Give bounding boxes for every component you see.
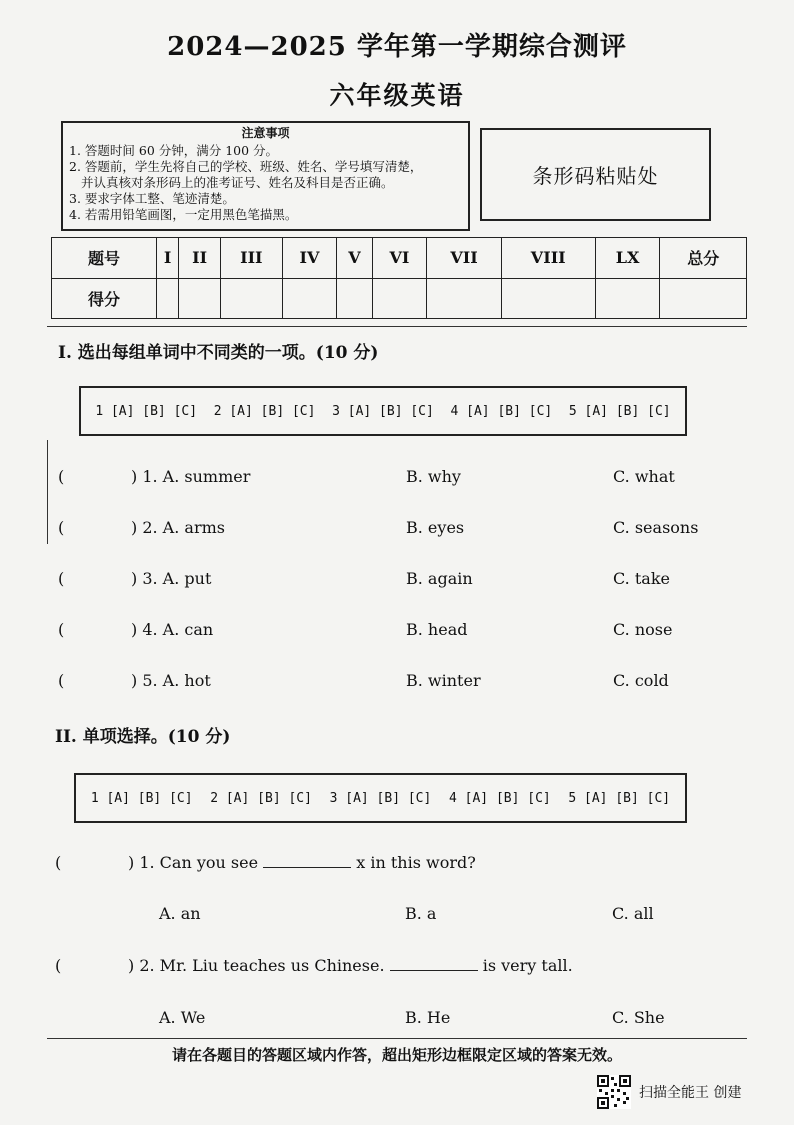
option-c: C. take (613, 569, 670, 588)
fill-blank[interactable] (390, 956, 478, 971)
question-row (58, 467, 718, 489)
section-1-title: I. 选出每组单词中不同类的一项。(10 分) (58, 343, 379, 363)
question-row (58, 671, 718, 693)
score-cell[interactable] (337, 278, 372, 319)
score-header-row (52, 238, 747, 279)
question-row (58, 518, 718, 540)
option-b: B. a (405, 904, 437, 923)
notice-item: 4. 若需用铅笔画图，一定用黑色笔描黑。 (69, 207, 298, 222)
subject-title: 六年级英语 (329, 81, 465, 110)
option-b: B. head (406, 620, 468, 639)
divider (47, 326, 747, 327)
answer-bubble-group[interactable]: 4 [A] [B] [C] (448, 790, 551, 806)
score-col: V (337, 238, 372, 279)
question-text: ) 2. Mr. Liu teaches us Chinese. (128, 956, 385, 975)
question-stem: ) 1. A. summer (131, 467, 251, 486)
score-cell[interactable] (501, 278, 595, 319)
option-b: B. again (406, 569, 473, 588)
option-c: C. She (612, 1008, 665, 1027)
answer-bubble-group[interactable]: 1 [A] [B] [C] (95, 403, 198, 419)
barcode-area (480, 128, 711, 221)
score-row-label: 得分 (52, 278, 157, 319)
answer-paren[interactable]: ( (58, 671, 65, 690)
exam-title: 2024—2025 学年第一学期综合测评 (167, 32, 627, 62)
score-col-total: 总分 (660, 238, 747, 279)
question-stem: ) 2. A. arms (131, 518, 225, 537)
question-text: ) 1. Can you see (128, 853, 259, 872)
answer-paren[interactable]: ( (58, 569, 65, 588)
scanner-label: 扫描全能王 创建 (639, 1085, 742, 1101)
option-b: B. eyes (406, 518, 465, 537)
qr-code-icon (597, 1075, 631, 1109)
question-row (55, 956, 715, 978)
answer-paren[interactable]: ( (58, 518, 65, 537)
answer-paren[interactable]: ( (55, 956, 62, 975)
question-row (55, 853, 715, 875)
margin-line (47, 440, 48, 544)
answer-paren[interactable]: ( (55, 853, 62, 872)
answer-bubble-group[interactable]: 2 [A] [B] [C] (210, 790, 312, 806)
question-row (58, 569, 718, 591)
question-text: is very tall. (482, 956, 573, 975)
score-col: VIII (501, 238, 595, 279)
section-1-answer-box (79, 386, 687, 436)
section-2-answer-box (74, 773, 687, 823)
score-col: LX (595, 238, 660, 279)
score-cell[interactable] (372, 278, 427, 319)
answer-bubble-group[interactable]: 3 [A] [B] [C] (329, 790, 432, 806)
option-a: A. an (159, 904, 201, 923)
option-c: C. seasons (613, 518, 699, 537)
notice-box (61, 121, 470, 231)
score-col: I (157, 238, 179, 279)
fill-blank[interactable] (263, 853, 351, 868)
footer-warning: 请在各题目的答题区域内作答，超出矩形边框限定区域的答案无效。 (47, 1038, 747, 1065)
question-row (58, 620, 718, 642)
score-value-row (52, 278, 747, 319)
score-cell[interactable] (660, 278, 747, 319)
answer-bubble-group[interactable]: 1 [A] [B] [C] (90, 790, 193, 806)
score-col: IV (282, 238, 337, 279)
score-header-label: 题号 (52, 238, 157, 279)
answer-bubble-group[interactable]: 2 [A] [B] [C] (213, 403, 316, 419)
option-c: C. what (613, 467, 675, 486)
notice-heading: 注意事项 (241, 126, 290, 140)
option-b: B. He (405, 1008, 451, 1027)
question-stem: ) 3. A. put (131, 569, 212, 588)
score-table (51, 237, 747, 319)
score-cell[interactable] (179, 278, 221, 319)
notice-item: 并认真核对条形码上的准考证号、姓名及科目是否正确。 (81, 175, 394, 190)
option-b: B. why (406, 467, 461, 486)
score-cell[interactable] (427, 278, 501, 319)
section-2-title: II. 单项选择。(10 分) (55, 727, 231, 747)
notice-item: 3. 要求字体工整、笔迹清楚。 (69, 191, 235, 206)
score-cell[interactable] (595, 278, 660, 319)
question-stem: ) 4. A. can (131, 620, 214, 639)
answer-bubble-group[interactable]: 5 [A] [B] [C] (568, 790, 671, 806)
option-c: C. all (612, 904, 654, 923)
answer-bubble-group[interactable]: 5 [A] [B] [C] (568, 403, 671, 419)
notice-item: 2. 答题前，学生先将自己的学校、班级、姓名、学号填写清楚， (69, 159, 423, 174)
score-col: VI (372, 238, 427, 279)
question-stem (128, 853, 476, 872)
score-cell[interactable] (157, 278, 179, 319)
option-b: B. winter (406, 671, 481, 690)
option-c: C. nose (613, 620, 673, 639)
score-col: VII (427, 238, 501, 279)
question-stem (128, 956, 573, 975)
question-text: x in this word? (356, 853, 476, 872)
notice-item: 1. 答题时间 60 分钟，满分 100 分。 (69, 143, 279, 158)
answer-bubble-group[interactable]: 4 [A] [B] [C] (450, 403, 553, 419)
score-col: III (221, 238, 282, 279)
answer-paren[interactable]: ( (58, 620, 65, 639)
barcode-label: 条形码粘贴处 (532, 164, 659, 188)
answer-bubble-group[interactable]: 3 [A] [B] [C] (332, 403, 434, 419)
option-c: C. cold (613, 671, 669, 690)
scanner-watermark (597, 1075, 741, 1109)
answer-paren[interactable]: ( (58, 467, 65, 486)
score-cell[interactable] (221, 278, 282, 319)
option-a: A. We (159, 1008, 206, 1027)
score-cell[interactable] (282, 278, 337, 319)
question-stem: ) 5. A. hot (131, 671, 211, 690)
score-col: II (179, 238, 221, 279)
